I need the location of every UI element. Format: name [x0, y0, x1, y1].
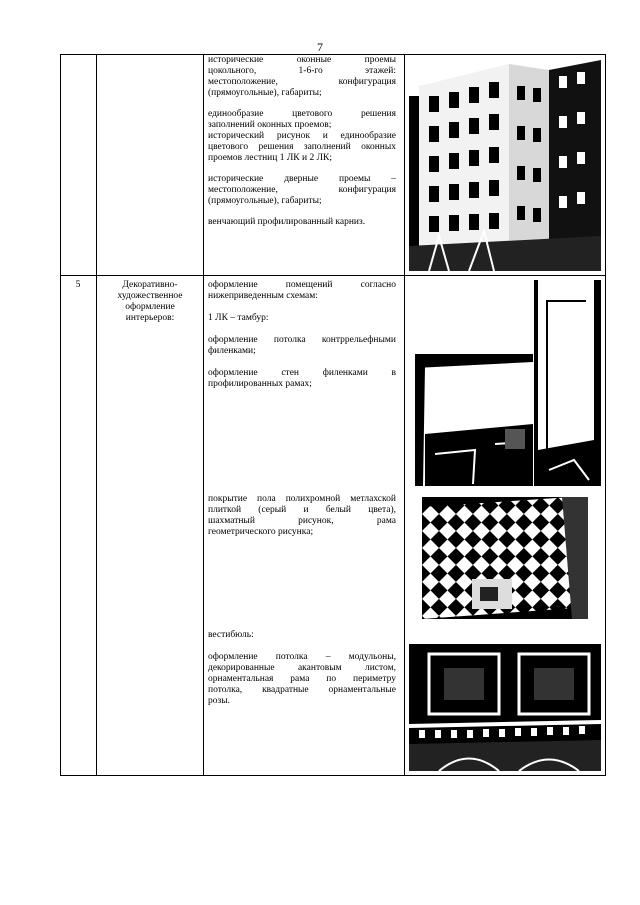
- row5-item: [208, 368, 396, 390]
- text-line: плиткой (серый и белый цвета),: [208, 505, 396, 515]
- table-border-bottom: [60, 775, 606, 776]
- row5-item: [208, 652, 396, 707]
- tambour-walls-photo: [534, 280, 601, 486]
- tambour-ceiling-image: [415, 354, 533, 486]
- checkered-floor-image: [422, 497, 588, 619]
- text-line: оформление потолка контррельефными: [208, 335, 396, 345]
- table-border-right: [605, 54, 606, 776]
- text-line: заполнений оконных проемов;: [208, 120, 332, 130]
- document-table: [60, 54, 606, 776]
- row4-item: [208, 174, 396, 207]
- table-row-divider: [60, 275, 606, 276]
- row5-text-vestibule: [208, 630, 396, 707]
- row5-item: [208, 280, 396, 302]
- row5-title-line: художественное: [117, 291, 183, 301]
- text-line: цветового решения заполнений оконных: [208, 142, 396, 152]
- text-line: исторические дверные проемы –: [208, 174, 396, 184]
- text-line: 1 ЛК – тамбур:: [208, 313, 269, 323]
- text-line: оформление стен филенками в: [208, 368, 396, 378]
- text-line: оформление помещений согласно: [208, 280, 396, 290]
- row4-item: [208, 217, 396, 228]
- text-line: исторические оконные проемы: [208, 55, 396, 65]
- row5-item: [208, 630, 396, 641]
- table-column-divider: [203, 54, 204, 776]
- page-number: 7: [317, 40, 323, 54]
- text-line: единообразие цветового решения: [208, 109, 396, 119]
- text-line: шахматный рисунок, рама: [208, 516, 396, 526]
- text-line: вестибюль:: [208, 630, 254, 640]
- row5-number: 5: [75, 280, 81, 290]
- row5-item: [208, 313, 396, 324]
- row5-title: [100, 280, 200, 324]
- text-line: (прямоугольные), габариты;: [208, 196, 322, 206]
- building-facade-photo: [409, 56, 601, 271]
- row4-item: [208, 131, 396, 164]
- table-column-divider: [96, 54, 97, 776]
- row4-item: [208, 55, 396, 99]
- row5-title-line: оформление: [125, 302, 175, 312]
- text-line: орнаментальная рама по периметру: [208, 674, 396, 684]
- tambour-walls-image: [534, 280, 601, 486]
- text-line: потолка, квадратные орнаментальные: [208, 685, 396, 695]
- building-facade-image: [409, 56, 601, 271]
- row5-item: [208, 335, 396, 357]
- text-line: венчающий профилированный карниз.: [208, 217, 366, 227]
- vestibule-ceiling-photo: [409, 626, 601, 771]
- text-line: геометрического рисунка;: [208, 527, 314, 537]
- text-line: исторический рисунок и единообразие: [208, 131, 396, 141]
- text-line: филенками;: [208, 346, 256, 356]
- text-line: нижеприведенным схемам:: [208, 291, 318, 301]
- text-line: местоположение, конфигурация: [208, 185, 396, 195]
- row5-item: [208, 494, 396, 538]
- row5-text-top: [208, 280, 396, 390]
- tambour-ceiling-photo: [415, 354, 533, 486]
- text-line: декорированные акантовым листом,: [208, 663, 396, 673]
- row5-title-line: Декоративно-: [122, 280, 178, 290]
- table-border-left: [60, 54, 61, 776]
- text-line: покрытие пола полихромной метлахской: [208, 494, 396, 504]
- table-column-divider: [404, 54, 405, 776]
- row4-text: [208, 55, 396, 228]
- text-line: профилированных рамах;: [208, 379, 312, 389]
- vestibule-ceiling-image: [409, 626, 601, 771]
- text-line: проемов лестниц 1 ЛК и 2 ЛК;: [208, 153, 333, 163]
- row5-text-floor: [208, 494, 396, 538]
- text-line: местоположение, конфигурация: [208, 77, 396, 87]
- text-line: оформление потолка – модульоны,: [208, 652, 396, 662]
- text-line: (прямоугольные), габариты;: [208, 88, 322, 98]
- text-line: розы.: [208, 696, 231, 706]
- checkered-floor-photo: [422, 497, 588, 619]
- text-line: цокольного, 1-6-го этажей:: [208, 66, 396, 76]
- row4-item: [208, 109, 396, 131]
- row5-title-line: интерьеров:: [125, 313, 175, 323]
